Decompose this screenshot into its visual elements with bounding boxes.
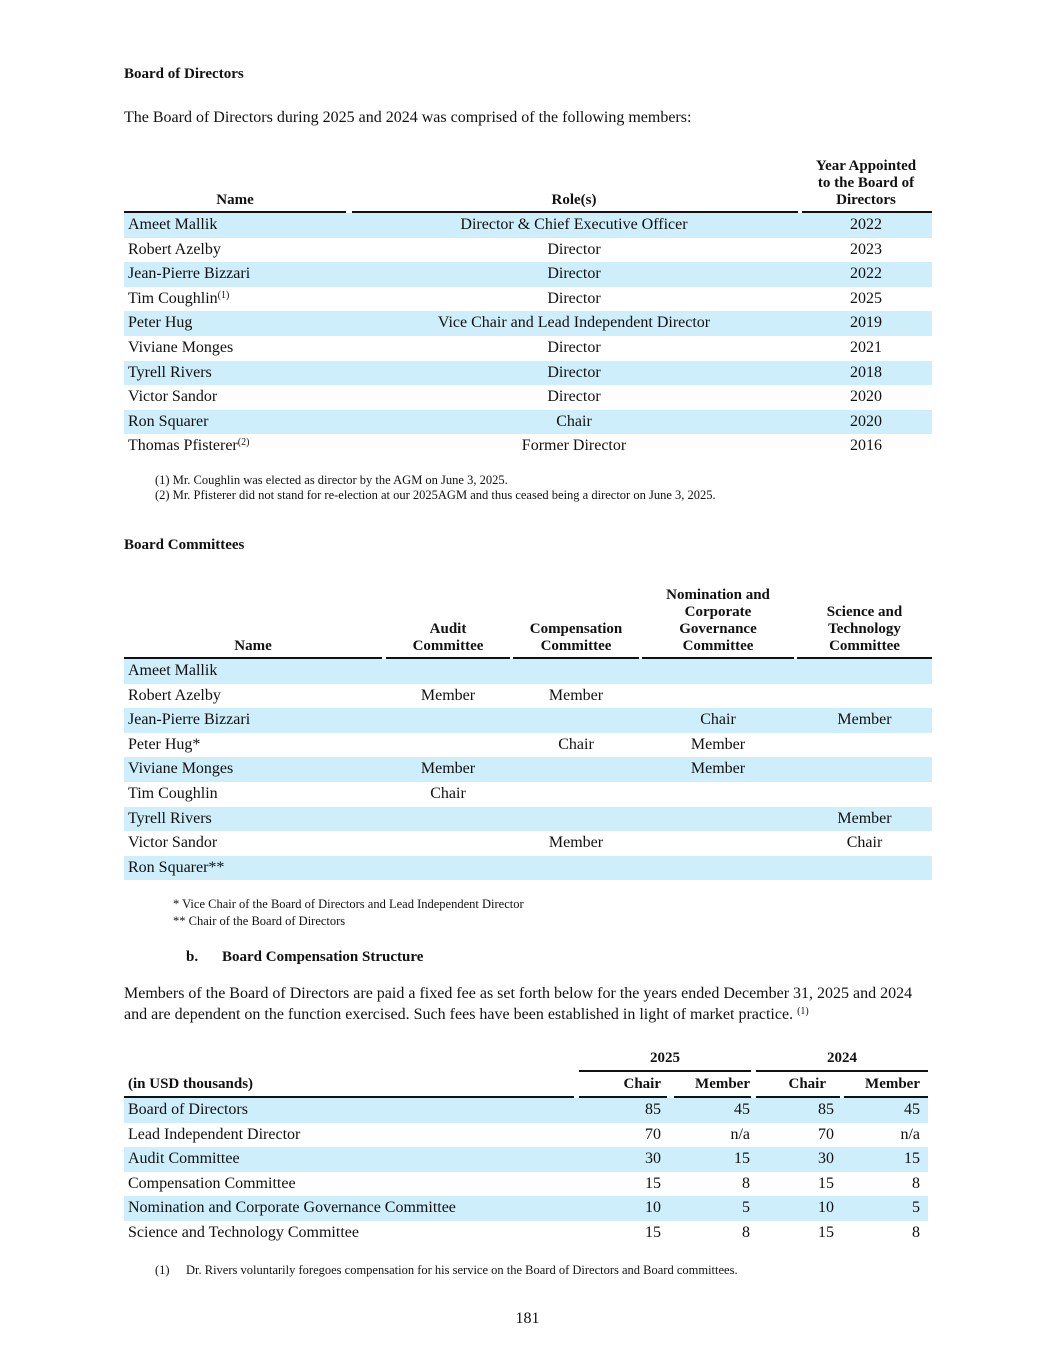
director-name-text: Viviane Monges (128, 338, 234, 356)
table-row (124, 856, 932, 881)
member-fee-2025: 8 (742, 1174, 750, 1192)
member-name: Peter Hug* (128, 735, 201, 753)
year-appointed: 2022 (850, 265, 882, 283)
year-appointed: 2022 (850, 216, 882, 233)
section-letter: b. (186, 949, 199, 965)
table-row (124, 1098, 928, 1123)
table-row (124, 782, 932, 807)
table-row (124, 262, 932, 287)
member-fee-2025: n/a (730, 1125, 750, 1143)
director-role: Director (547, 240, 601, 258)
table-row (124, 410, 932, 435)
director-name-text: Ron Squarer (128, 412, 209, 430)
science-committee-cell: Chair (846, 834, 883, 852)
footnote-ref: (1) (217, 289, 230, 301)
director-role: Director (547, 388, 601, 406)
year-appointed: 2018 (850, 363, 882, 381)
year-2024: 2024 (827, 1050, 857, 1066)
directors-table-header (124, 152, 932, 211)
committees-footnotes (173, 896, 524, 930)
year-appointed: 2023 (850, 240, 882, 258)
audit-committee-cell: Member (420, 760, 476, 778)
director-name (128, 385, 217, 410)
audit-committee-cell: Member (420, 686, 476, 704)
member-fee-2025: 15 (734, 1150, 750, 1168)
director-name (128, 262, 250, 287)
fee-label: Science and Technology Committee (128, 1223, 359, 1241)
footnote-ref: (2) (237, 437, 250, 449)
compensation-committee-cell: Chair (558, 735, 594, 753)
science-committee-cell: Member (837, 711, 892, 729)
table-row (124, 807, 932, 832)
audit-committee-cell: Chair (430, 784, 466, 802)
table-row (124, 733, 932, 758)
member-fee-2024: 5 (912, 1199, 920, 1217)
board-intro-text: The Board of Directors during 2025 and 2024 was comprised of the following members: (124, 109, 692, 126)
member-name: Viviane Monges (128, 760, 234, 778)
fee-label: Lead Independent Director (128, 1125, 301, 1143)
chair-fee-2024: 10 (818, 1199, 834, 1217)
director-name-text: Jean-Pierre Bizzari (128, 265, 251, 283)
member-name: Tyrell Rivers (128, 809, 212, 827)
member-name: Robert Azelby (128, 686, 221, 704)
year-appointed: 2025 (850, 289, 882, 307)
table-row (124, 287, 932, 312)
board-of-directors-heading: Board of Directors (124, 66, 244, 82)
member-fee-2024: n/a (900, 1125, 920, 1143)
chair-fee-2024: 70 (818, 1125, 834, 1143)
director-role: Director & Chief Executive Officer (460, 216, 688, 233)
fee-label: Audit Committee (128, 1150, 240, 1168)
table-row (124, 1196, 928, 1221)
director-role: Director (547, 363, 601, 381)
chair-fee-2024: 30 (818, 1150, 834, 1168)
compensation-committee-cell: Member (548, 834, 604, 852)
table-row (124, 1172, 928, 1197)
chair-fee-2025: 10 (645, 1199, 661, 1217)
table-row (124, 311, 932, 336)
fee-label: Compensation Committee (128, 1174, 296, 1192)
chair-fee-2024: 85 (818, 1101, 834, 1118)
member-name: Jean-Pierre Bizzari (128, 711, 251, 729)
nomination-committee-cell: Chair (700, 711, 736, 729)
director-role: Director (547, 265, 601, 283)
table-row (124, 213, 932, 238)
director-name (128, 361, 212, 386)
fee-label: Nomination and Corporate Governance Committee (128, 1199, 456, 1217)
compensation-intro-text: Members of the Board of Directors are paid a fixed fee as set forth below for the years ended December 31, 2025 and 2024 and are dependent on the function exercised. Such fees have been established in light of market practice. $^{(1)}$ (124, 985, 913, 1023)
header-audit: Audit Committee (412, 621, 484, 654)
directors-table (124, 152, 932, 459)
table-row (124, 1147, 928, 1172)
director-role: Vice Chair and Lead Independent Director (437, 314, 711, 332)
director-role: Former Director (521, 437, 627, 455)
fees-table (124, 1048, 928, 1246)
nomination-committee-cell: Member (690, 735, 746, 753)
fees-footnote-number: (1) (155, 1263, 170, 1277)
director-name (128, 287, 229, 312)
chair-fee-2025: 15 (645, 1223, 661, 1241)
nomination-committee-cell: Member (690, 760, 746, 778)
table-row (124, 336, 932, 361)
year-appointed: 2021 (850, 338, 882, 356)
committees-table (124, 586, 932, 880)
fees-year-header (124, 1048, 928, 1070)
director-name (128, 410, 208, 435)
footnote-2: (2) Mr. Pfisterer did not stand for re-election at our 2025AGM and thus ceased being a director on June 3, 2025. (155, 488, 716, 502)
science-committee-cell: Member (837, 809, 892, 827)
member-fee-2025: 45 (734, 1101, 750, 1118)
header-nomination: Nomination and Corporate Governance Committee (666, 587, 770, 654)
fees-column-header (124, 1072, 928, 1096)
director-role: Director (547, 289, 601, 307)
table-row (124, 238, 932, 263)
table-row (124, 385, 932, 410)
director-role: Director (547, 338, 601, 356)
table-row (124, 659, 932, 684)
year-2025: 2025 (650, 1050, 680, 1066)
table-row (124, 708, 932, 733)
director-name-text: Ameet Mallik (128, 216, 218, 233)
col-member-2025: Member (695, 1076, 750, 1092)
director-name-text: Tyrell Rivers (128, 363, 212, 381)
fees-footnote-text: Dr. Rivers voluntarily foregoes compensation for his service on the Board of Directors and Board committees. (186, 1263, 738, 1277)
header-compensation: Compensation Committee (529, 621, 623, 654)
committees-table-header (124, 586, 932, 657)
chair-fee-2025: 15 (645, 1174, 661, 1192)
member-name: Ameet Mallik (128, 662, 218, 679)
chair-fee-2024: 15 (818, 1223, 834, 1241)
director-name (128, 213, 217, 238)
compensation-structure-heading: Board Compensation Structure (222, 949, 424, 965)
col-member-2024: Member (865, 1076, 920, 1092)
director-role: Chair (556, 412, 592, 430)
year-appointed: 2020 (850, 388, 882, 406)
chair-fee-2025: 85 (645, 1101, 661, 1118)
year-appointed: 2016 (850, 437, 882, 455)
header-science: Science and Technology Committee (826, 604, 903, 654)
header-year-appointed: Year Appointed to the Board of Directors (815, 158, 917, 208)
director-name-text: Thomas Pfisterer (128, 437, 238, 455)
chair-fee-2025: 70 (645, 1125, 661, 1143)
member-name: Tim Coughlin (128, 784, 218, 802)
member-fee-2024: 45 (904, 1101, 920, 1118)
member-fee-2024: 8 (912, 1174, 920, 1192)
header-roles: Role(s) (551, 192, 597, 208)
table-row (124, 1123, 928, 1148)
footnote-1: (1) Mr. Coughlin was elected as director by the AGM on June 3, 2025. (155, 473, 508, 487)
director-name (128, 311, 192, 336)
directors-footnotes (155, 473, 716, 503)
table-row (124, 684, 932, 709)
header-name: Name (216, 192, 254, 208)
director-name (128, 434, 249, 459)
footnote-chair: ** Chair of the Board of Directors (173, 914, 346, 928)
director-name (128, 336, 233, 361)
director-name-text: Victor Sandor (128, 388, 218, 406)
col-chair-2024: Chair (788, 1076, 826, 1092)
col-chair-2025: Chair (623, 1076, 661, 1092)
table-row (124, 434, 932, 459)
director-name-text: Peter Hug (128, 314, 193, 332)
year-appointed: 2020 (850, 412, 882, 430)
fee-label: Board of Directors (128, 1101, 248, 1118)
table-row (124, 757, 932, 782)
year-appointed: 2019 (850, 314, 882, 332)
member-fee-2025: 5 (742, 1199, 750, 1217)
unit-label: (in USD thousands) (128, 1076, 254, 1092)
chair-fee-2025: 30 (645, 1150, 661, 1168)
page-number: 181 (515, 1310, 540, 1327)
compensation-committee-cell: Member (548, 686, 604, 704)
table-row (124, 1221, 928, 1246)
table-row (124, 361, 932, 386)
footnote-vice-chair: * Vice Chair of the Board of Directors and Lead Independent Director (173, 897, 524, 911)
member-fee-2025: 8 (742, 1223, 750, 1241)
member-name: Victor Sandor (128, 834, 218, 852)
director-name (128, 238, 221, 263)
table-row (124, 831, 932, 856)
header-name: Name (234, 638, 272, 654)
director-name-text: Robert Azelby (128, 240, 221, 258)
chair-fee-2024: 15 (818, 1174, 834, 1192)
member-fee-2024: 8 (912, 1223, 920, 1241)
member-name: Ron Squarer** (128, 858, 225, 876)
board-committees-heading: Board Committees (124, 537, 245, 553)
member-fee-2024: 15 (904, 1150, 920, 1168)
director-name-text: Tim Coughlin (128, 289, 218, 307)
